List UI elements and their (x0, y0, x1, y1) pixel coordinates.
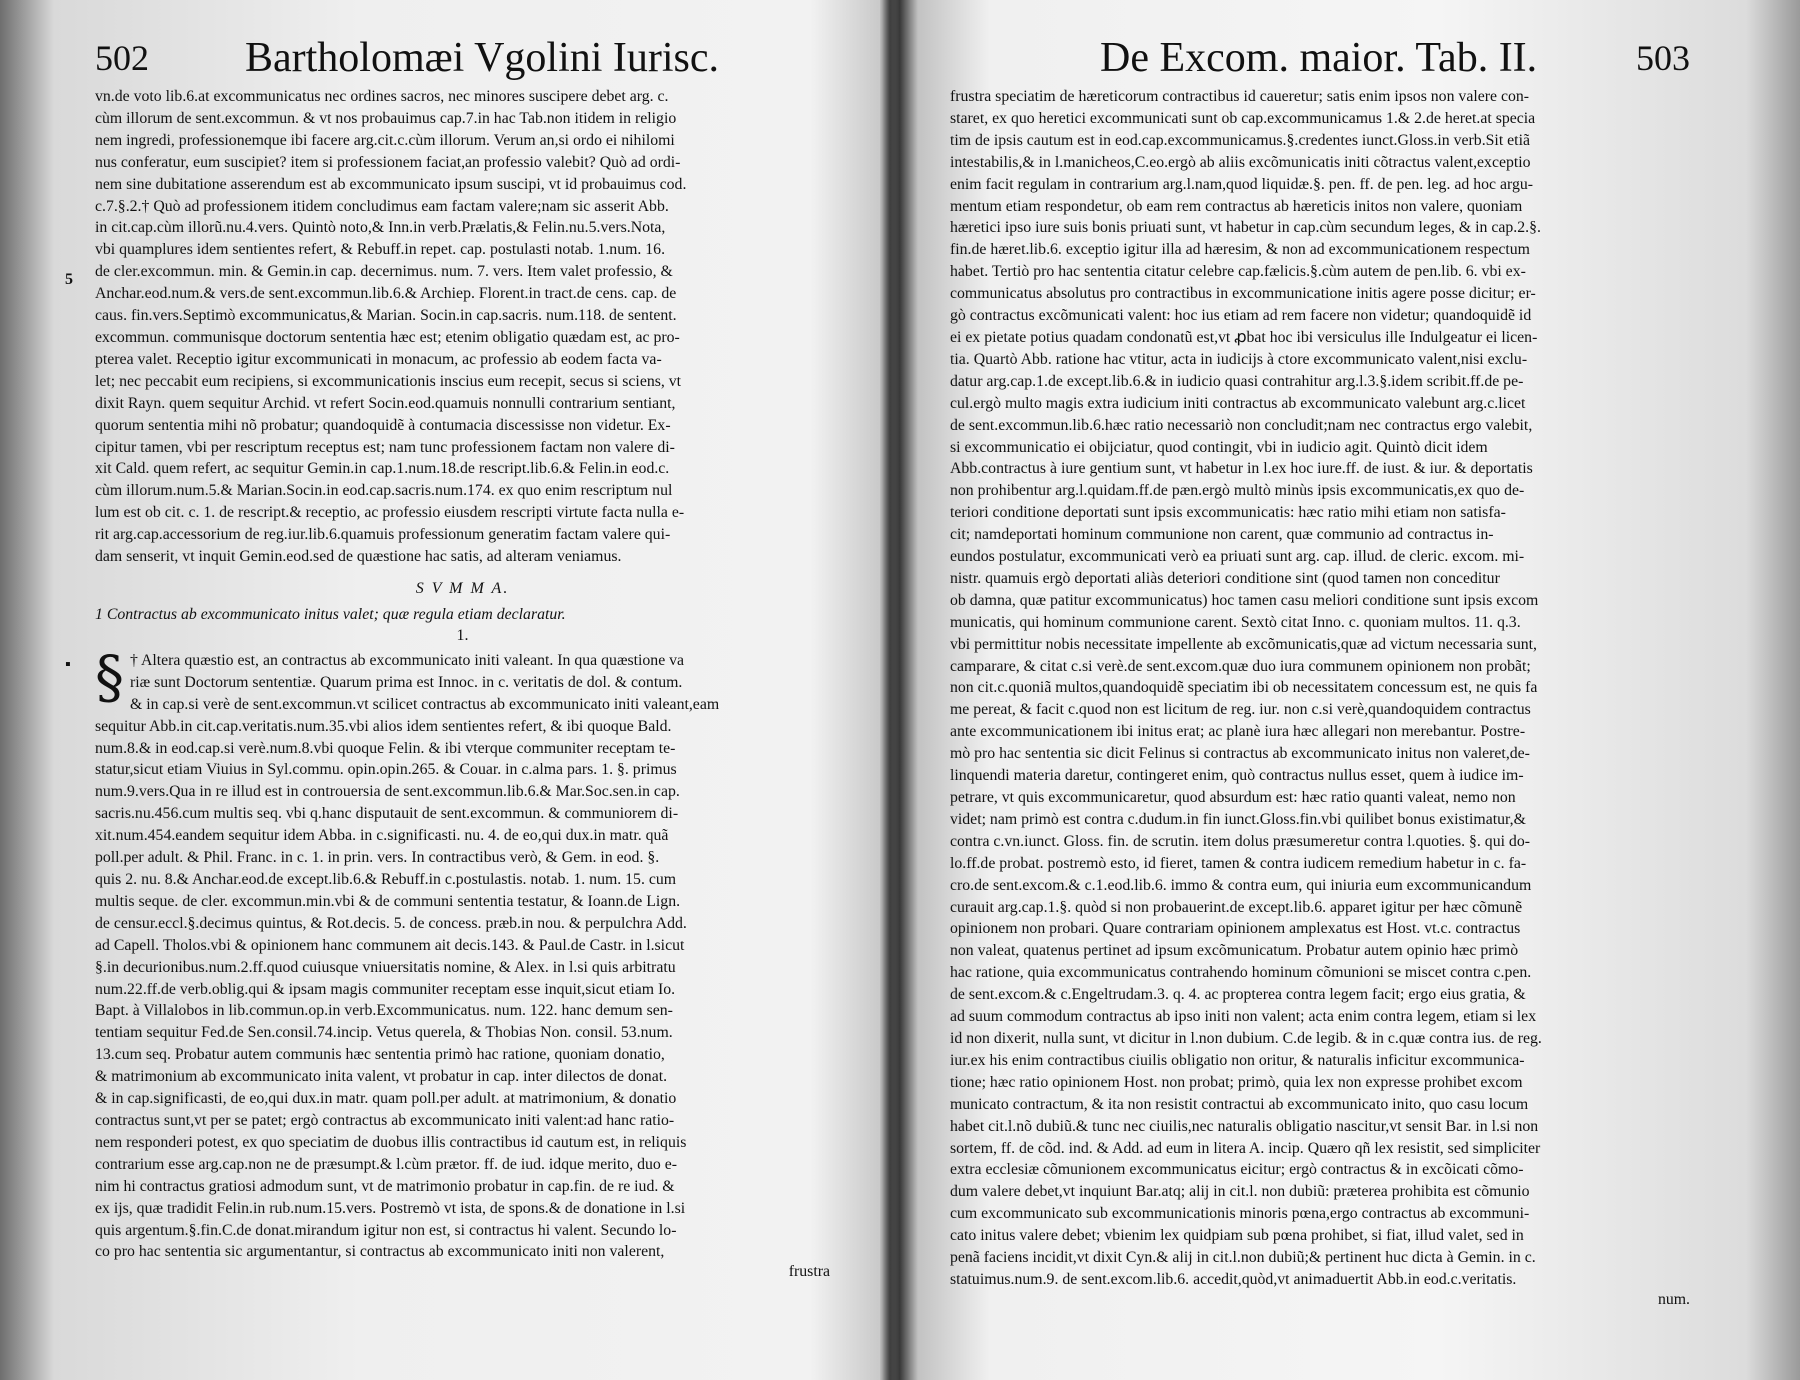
text-line: cùm illorum.num.5.& Marian.Socin.in eod.cap.sacris.num.174. ex quo enim rescriptum nul (95, 482, 673, 500)
text-line: si excommunicatio ei obijciatur, quod contingit, vbi in iudicio agit. Quintò dicit idem (950, 438, 1488, 456)
text-line: vn.de voto lib.6.at excommunicatus nec ordines sacros, nec minores suscipere debet arg. c. (95, 88, 669, 105)
text-line: contractus sunt,vt per se patet; ergò contractus ab excommunicato initi valent:ad hanc ratio- (95, 1111, 675, 1129)
text-line: hæretici ipso iure suis bonis priuati sunt, vt habetur in cap.cùm secundum leges, & in cap.2.§. (950, 219, 1541, 237)
text-line: camparare, & citat c.si verè.de sent.excom.quæ duo iura communem opinionem non probãt; (950, 657, 1531, 675)
text-line: cipitur tamen, vbi per rescriptum receptus est; nam tunc professionem factam non valere di- (95, 438, 675, 456)
text-line: tia. Quartò Abb. ratione hac vtitur, acta in iudicijs à ctore excommunicato valent,nisi exclu- (950, 350, 1528, 368)
text-line: sortem, ff. de cõd. ind. & Add. ad eum in litera A. incip. Quæro qñ lex resistit, sed simpliciter (950, 1139, 1541, 1157)
text-line: sacris.nu.456.cum multis seq. vbi q.hanc disputauit de sent.excommun. & communiorem di- (95, 805, 679, 823)
text-line: datur arg.cap.1.de except.lib.6.& in iudicio quasi contrahitur arg.l.3.§.idem scribit.ff.de pe- (950, 372, 1524, 390)
text-line: Bapt. à Villalobos in lib.commun.op.in verb.Excommunicatus. num. 122. hanc demum sen- (95, 1002, 673, 1020)
drop-letter: § (95, 642, 124, 711)
text-line: frustra speciatim de hæreticorum contractibus id caueretur; satis enim ipsos non valere con- (950, 88, 1530, 105)
text-line: quis argentum.§.fin.C.de donat.mirandum igitur non est, si contractus hi valent. Secundo lo- (95, 1221, 677, 1239)
text-line: penã faciens incidit,vt dixit Cyn.& alij in cit.l.non dubiũ;& pertinent huc dicta à Gemin. in c. (950, 1249, 1536, 1267)
text-line: cro.de sent.excom.& c.1.eod.lib.6. immo & contra eum, qui iniuria eum excommunicandum (950, 876, 1532, 894)
text-line: vbi quamplures idem sentientes refert, & Rebuff.in repet. cap. postulasti notab. 1.num. 16. (95, 241, 666, 259)
right-page-number: 503 (1636, 38, 1690, 78)
text-line: opinionem non probari. Quare contrariam opinionem amplexatus est Host. vt.c. contractus (950, 920, 1521, 938)
text-line: vbi permittitur nobis necessitate impellente ab excõmunicatis,quæ ad victum necessaria sunt, (950, 635, 1537, 653)
summa-heading: S V M M A. (415, 579, 510, 597)
text-line: cit; namdeportati hominum communione non carent, quæ communio ad contractus in- (950, 526, 1494, 544)
text-line: de sent.excommun.lib.6.hæc ratio necessariò non concludit;nam nec contractus ergo valebit, (950, 416, 1533, 434)
text-line: enim facit regulam in contrarium arg.l.nam,quod liquidæ.§. pen. ff. de pen. leg. ad hoc argu- (950, 175, 1534, 193)
margin-mark: ▪ (65, 655, 71, 673)
text-line: statur,sicut etiam Viuius in Syl.commu. opin.opin.265. & Couar. in c.alma pars. 1. §. primus (95, 761, 677, 779)
text-line: cùm illorum de sent.excommun. & vt nos probauimus cap.7.in hac Tab.non itidem in religio (95, 109, 677, 127)
text-line: tim de ipsis cautum est in eod.cap.excommunicamus.§.credentes iunct.Gloss.in verb.Sit etiã (950, 131, 1530, 149)
text-line: iur.ex his enim contractibus ciuilis obligatio non oritur, & naturalis inficitur excommunica- (950, 1051, 1525, 1069)
text-line: contra c.vn.iunct. Gloss. fin. de scrutin. item dolus præsumeretur contra l.quoties. §. qui do- (950, 832, 1530, 850)
text-line: de sent.excom.& c.Engeltrudam.3. q. 4. ac propterea contra legem facit; ergo eius gratia, & (950, 986, 1526, 1004)
text-line: nem responderi potest, ex quo speciatim de duobus illis contractibus id cautum est, in reliquis (95, 1133, 687, 1151)
text-line: communicatus absolutus pro contractibus in excommunicatione initis agere posse dicitur; er- (950, 285, 1536, 303)
text-line: rit arg.cap.accessorium de reg.iur.lib.6.quamuis professionum generatim factam valere qui- (95, 526, 671, 544)
text-line: fin.de hæret.lib.6. exceptio igitur illa ad hæresim, & non ad excommunicationem respectum (950, 241, 1530, 259)
book-gutter (880, 0, 900, 1380)
text-line: teriori conditione deportati sunt ipsis excommunicatis: hæc ratio mihi etiam non satisfa- (950, 504, 1506, 522)
text-line: mentum etiam respondetur, ob eam rem contractus ab hæreticis initos non valere, quoniam (950, 197, 1523, 215)
text-line: hac ratione, quia excommunicatus contrahendo hominum cõmunioni se miscet contra c.pen. (950, 964, 1532, 982)
text-line: habet. Tertiò pro hac sententia citatur celebre cap.fælicis.§.cùm autem de pen.lib. 6. vbi ex- (950, 263, 1526, 281)
text-line: num.22.ff.de verb.oblig.qui & ipsam magis communiter receptam esse inquit,sicut etiam Io. (95, 980, 676, 998)
text-line: nistr. quamuis ergò deportati aliàs deteriori conditione sint (quod tamen non conceditur (950, 569, 1500, 587)
text-line: Anchar.eod.num.& vers.de sent.excommun.lib.6.& Archiep. Florent.in tract.de cens. cap. de (95, 285, 677, 303)
text-line: non cit.c.quoniã multos,quandoquidẽ speciatim ibi ob necessitatem concessum est, ne quis fa (950, 679, 1538, 697)
text-line: §.in decurionibus.num.2.ff.quod cuiusque vniuersitatis nomine, & Alex. in l.si quis arbitratu (95, 958, 676, 976)
text-line: dixit Rayn. quem sequitur Archid. vt refert Socin.eod.quamuis nonnulli contrarium sentiant, (95, 394, 676, 412)
text-line: lo.ff.de probat. postremò esto, id fieret, tamen & contra iudicem remedium habetur in c. fa- (950, 854, 1527, 872)
text-line: & in cap.significasti, de eo,qui dux.in matr. quam poll.per adult. at matrimonium, & donatio (95, 1090, 677, 1108)
right-text-block (950, 86, 1690, 1291)
right-page (950, 30, 1690, 1309)
right-running-title: De Excom. maior. Tab. II. (1100, 35, 1538, 81)
text-line: extra ecclesiæ cõmunionem excommunicatus eicitur; ergò contractus & in excõicati cõmo- (950, 1161, 1524, 1179)
text-line: excommun. communisque doctorum sententia hæc est; etenim obligatio quædam est, ac pro- (95, 328, 680, 346)
text-line: linquendi materia daretur, contingeret enim, quò contractus nullus esset, quem à iudice im- (950, 767, 1524, 785)
text-line: sequitur Abb.in cit.cap.veritatis.num.35.vbi alios idem sentientes refert, & ibi quoque Bald. (95, 717, 672, 735)
text-line: xit Cald. quem refert, ac sequitur Gemin.in cap.1.num.18.de rescript.lib.6.& Felin.in eod.c. (95, 460, 670, 478)
text-line: municato contractum, & ita non resistit contractui ab excommunicato inito, quo casu locum (950, 1095, 1529, 1113)
text-line: quis 2. nu. 8.& Anchar.eod.de except.lib.6.& Rebuff.in c.postulastis. notab. 1. num. 15. cum (95, 871, 677, 888)
text-line: multis seque. de cler. excommun.min.vbi & de communi sententia testatur, & Ioann.de Lign. (95, 892, 681, 910)
text-line: tentiam sequitur Fed.de Sen.consil.74.incip. Vetus querela, & Thobias Non. consil. 53.num. (95, 1024, 673, 1042)
section-number: 1. (456, 626, 469, 644)
text-line: curauit arg.cap.1.§. quòd si non probauerint.de except.lib.6. apparet igitur per hæc cõmunẽ (950, 898, 1523, 916)
text-line: in cit.cap.cùm illorũ.nu.4.vers. Quintò noto,& Inn.in verb.Prælatis,& Felin.nu.5.vers.Nota, (95, 219, 666, 237)
left-running-title: Bartholomæi Vgolini Iurisc. (245, 35, 720, 81)
text-line: intestabilis,& in l.manicheos,C.eo.ergò ab aliis excõmunicatis initi cõtractus valent,exceptio (950, 153, 1531, 171)
text-line: de cler.excommun. min. & Gemin.in cap. decernimus. num. 7. vers. Item valet professio, & (95, 263, 673, 281)
text-line: nim hi contractus gratiosi admodum sunt, vt de matrimonio probatur in cap.fin. de re iud. & (95, 1177, 675, 1195)
text-line: ante excommunicationem ibi initus erat; ac planè iura hæc allegari non merebantur. Postre- (950, 723, 1526, 741)
left-text-lines-bottom (95, 642, 830, 1263)
text-line: nem sine dubitatione asserendum est ab excommunicato ipsum suscipi, vt id probauimus cod. (95, 175, 687, 193)
text-line: caus. fin.vers.Septimò excommunicatus,& Marian. Socin.in cap.sacris. num.118. de sentent. (95, 307, 677, 325)
text-line: statuimus.num.9. de sent.excom.lib.6. accedit,quòd,vt animaduertit Abb.in eod.c.veritatis. (950, 1270, 1517, 1288)
text-line: Abb.contractus à iure gentium sunt, vt habetur in l.ex hoc iure.ff. de iust. & iur. & deportatis (950, 460, 1533, 478)
text-line: dam senserit, vt inquit Gemin.eod.sed de quæstione hac satis, ad alteram veniamus. (95, 548, 622, 566)
text-line: me pereat, & facit c.quod non est licitum de reg. iur. non c.si verè,quandoquidem contractus (950, 701, 1531, 719)
text-line: ob damna, quæ patitur excommunicatus) hoc tamen casu meliori conditione sunt ipsis excom (950, 591, 1539, 609)
text-line: & matrimonium ab excommunicato inita valent, vt probatur in cap. inter dilectos de donat. (95, 1068, 668, 1086)
text-line: videt; nam primò est contra c.dudum.in fin iunct.Gloss.fin.vbi quilibet bonus existimatur,& (950, 810, 1526, 828)
text-line: lum est ob cit. c. 1. de rescript.& receptio, ac professio eiusdem rescripti virtute facta nulla e- (95, 504, 685, 522)
text-line: ei ex pietate potius quadam condonatũ est,vt ꝓbat hoc ibi versiculus ille Indulgeatur ei licen- (950, 328, 1538, 346)
text-line: dum valere debet,vt inquiunt Bar.atq; alij in cit.l. non dubiũ: præterea prohibita est cõmunio (950, 1183, 1530, 1201)
text-line: cum excommunicato sub excommunicationis minoris pœna,ergo contractus ab excommuni- (950, 1205, 1530, 1223)
text-line: num.8.& in eod.cap.si verè.num.8.vbi quoque Felin. & ibi vterque communiter receptam te- (95, 739, 676, 757)
text-line: num.9.vers.Qua in re illud est in controuersia de sent.excommun.lib.6.& Mar.Soc.sen.in cap. (95, 783, 680, 801)
text-line: contrarium esse arg.cap.non ne de præsumpt.& l.cùm prætor. ff. de iud. idque merito, duo e- (95, 1155, 678, 1173)
text-line: quorum sententia mihi nõ probatur; quandoquidẽ à contumacia discessisse non videtur. Ex- (95, 416, 671, 434)
left-text-block-top (95, 86, 830, 568)
text-line: poll.per adult. & Phil. Franc. in c. 1. in prin. vers. In contractibus verò, & Gem. in eod. §. (95, 849, 660, 867)
text-line: habet cit.l.nõ dubiũ.& tunc nec ciuilis,nec naturalis obligatio nascitur,vt sensit Bar. in l.si non (950, 1117, 1539, 1135)
text-line: ex ijs, quæ tradidit Felin.in rub.num.15.vers. Postremò vt ista, de spons.& de donatione in l.si (95, 1199, 686, 1217)
text-line: co pro hac sententia sic argumentantur, si contractus ab excommunicato initi non valerent, (95, 1243, 665, 1261)
left-page-number: 502 (95, 38, 149, 78)
text-line: ad suum commodum contractus ab ipso initi non valent; acta enim contra legem, etiam si lex (950, 1008, 1537, 1026)
left-page (65, 30, 830, 1281)
text-line: id non dixerit, nulla sunt, vt dicitur in l.non dubium. C.de legib. & in c.quæ contra ius. de reg. (950, 1029, 1542, 1047)
text-line: 13.cum seq. Probatur autem communis hæc sententia primò hac ratione, quoniam donatio, (95, 1046, 665, 1064)
text-line: staret, ex quo heretici excommunicati sunt ob cap.excommunicamus 1.& 2.de heret.at specia (950, 109, 1536, 127)
text-line: let; nec peccabit eum recipiens, si excommunicationis inscius eum recepit, secus si sciens, vt (95, 372, 682, 390)
text-line: non prohibentur arg.l.quidam.ff.de pæn.ergò multò minùs ipsis excommunicatis,ex quo de- (950, 482, 1525, 500)
text-line: cato initus valere debet; vbienim lex quidpiam sub pœna prohibet, si fiat, illud valet, sed in (950, 1227, 1524, 1245)
text-line: nem ingredi, professionemque ibi facere arg.cit.c.cùm illorum. Verum an,si ordo ei nihilomi (95, 131, 675, 149)
text-line: nus conferatur, eum suscipiet? item si professionem faciat,an professio valebit? Quò ad ordi- (95, 153, 681, 171)
text-line: cul.ergò multo magis extra iudicium initi contractus ab excommunicato valebunt arg.c.licet (950, 394, 1526, 412)
text-line: & in cap.si verè de sent.excommun.vt scilicet contractus ab excommunicato initi valeant,eam (130, 695, 720, 713)
left-catchword: frustra (788, 1263, 830, 1281)
text-line: xit.num.454.eandem sequitur idem Abba. in c.significasti. nu. 4. de eo,qui dux.in matr. quã (95, 827, 669, 845)
left-running-head (95, 30, 830, 86)
text-line: † Altera quæstio est, an contractus ab excommunicato initi valeant. In qua quæstione va (130, 651, 685, 669)
text-line: petrare, vt quis excommunicaretur, quod absurdum est: hæc ratio quanti valeat, nemo non (950, 789, 1516, 806)
margin-number: 5 (65, 271, 73, 288)
text-line: eundos postulatur, excommunicati verò ea priuati sunt arg. cap. illud. de cleric. excom. mi- (950, 548, 1525, 566)
text-line: gò contractus excõmunicati valent: hoc ius etiam ad rem facere non videtur; quandoquidẽ id (950, 307, 1532, 325)
text-line: de censur.eccl.§.decimus quintus, & Rot.decis. 5. de concess. præb.in nou. & perpulchra Add. (95, 914, 687, 932)
text-line: pterea valet. Receptio igitur excommunicati in monacum, ac professio ab eodem facta va- (95, 350, 662, 368)
text-line: mò pro hac sententia sic dicit Felinus si contractus ab excommunicato initus non valeret,de- (950, 745, 1530, 763)
text-line: riæ sunt Doctorum sententiæ. Quarum prima est Innoc. in c. veritatis de dol. & contum. (130, 673, 683, 691)
right-catchword: num. (1657, 1290, 1690, 1308)
summa-item: 1 Contractus ab excommunicato initus valet; quæ regula etiam declaratur. (95, 605, 566, 623)
text-line: c.7.§.2.† Quò ad professionem itidem concludimus eam factam valere;nam sic asserit Abb. (95, 197, 669, 215)
text-line: tione; hæc ratio opinionem Host. non probat; primò, quia lex non expresse prohibet excom (950, 1073, 1523, 1091)
right-running-head (950, 30, 1690, 86)
text-line: ad Capell. Tholos.vbi & opinionem hanc communem ait decis.143. & Paul.de Castr. in l.sicut (95, 936, 685, 954)
text-line: municatis, qui hominum communione carent. Sextò citat Inno. c. quoniam multos. 11. q.3. (950, 613, 1521, 631)
text-line: non valeat, quatenus pertinet ad ipsum excõmunicatum. Probatur autem opinio hæc primò (950, 942, 1519, 960)
left-text-block-bottom (65, 642, 830, 1263)
